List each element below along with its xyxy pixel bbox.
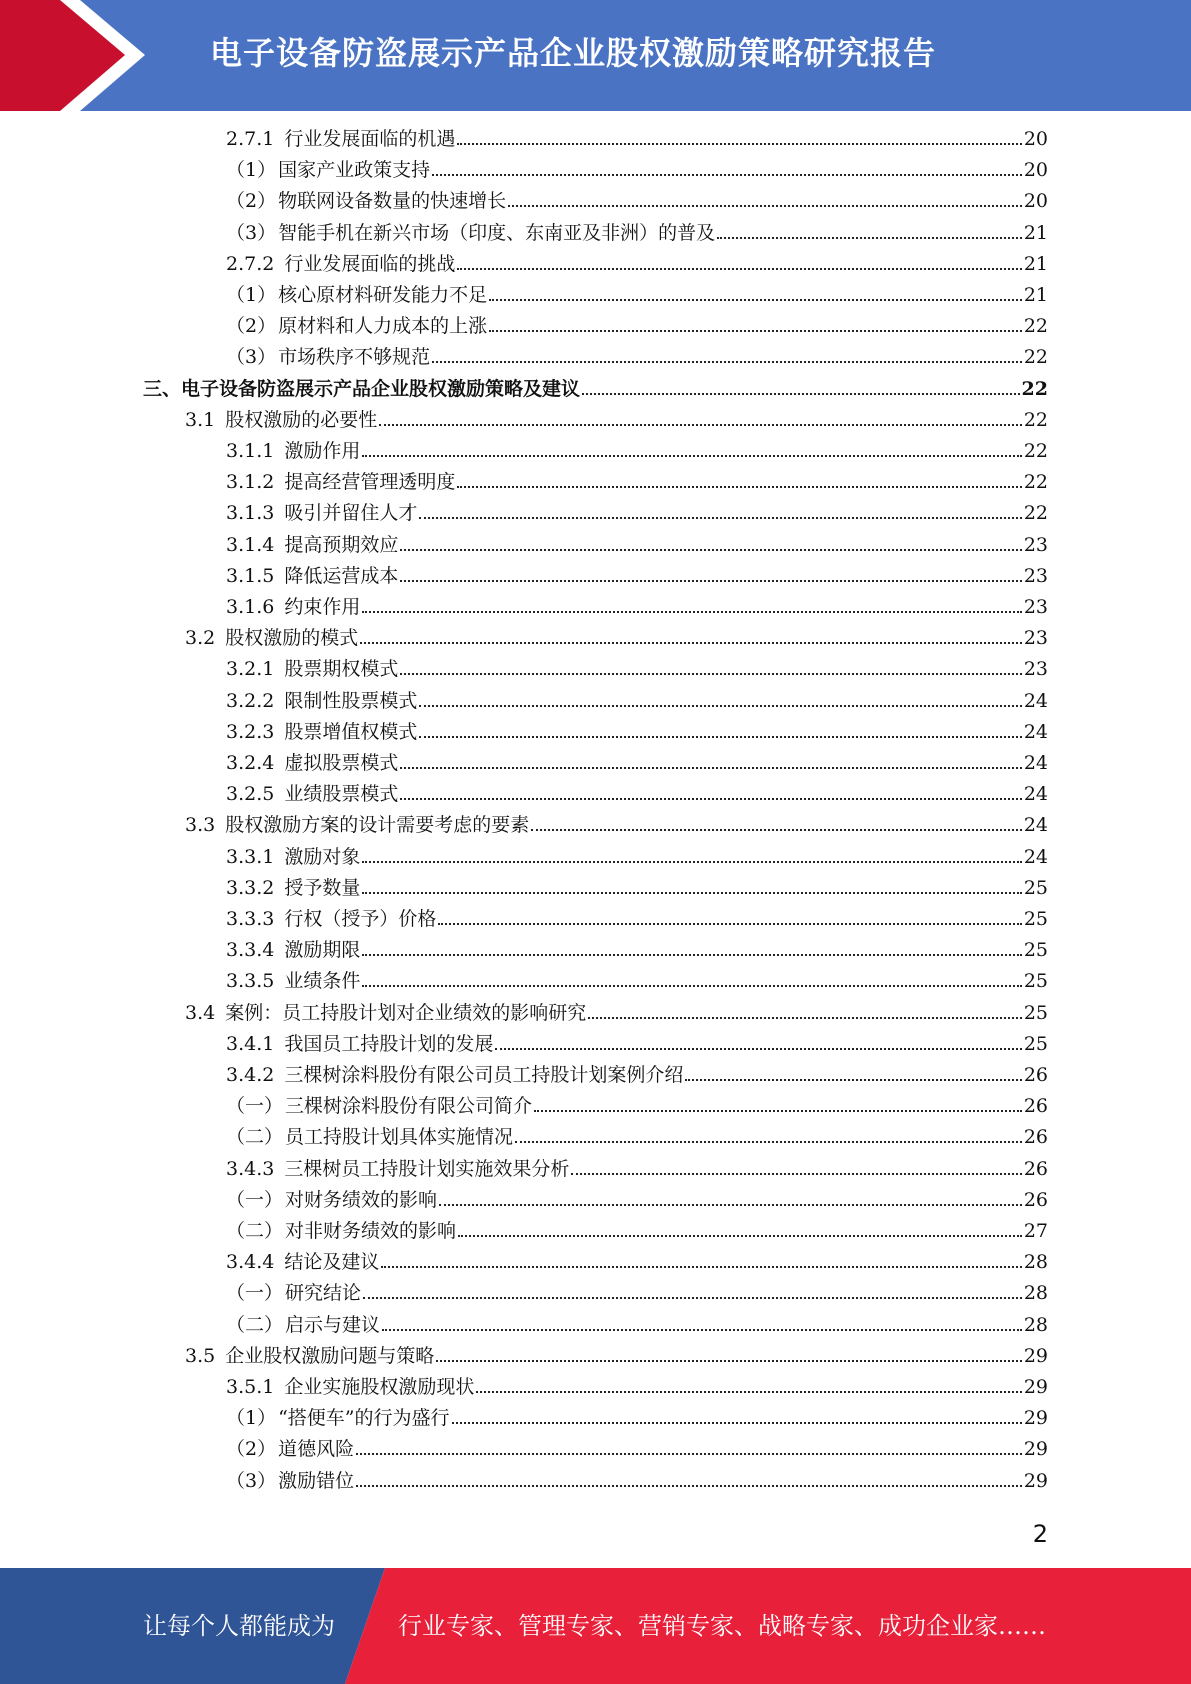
toc-entry[interactable]: [226, 967, 1048, 995]
toc-entry[interactable]: [185, 811, 1048, 839]
toc-entry-number: 3.3.1: [226, 845, 275, 868]
toc-dot-leader: [356, 1452, 1022, 1455]
toc-entry-page: 24: [1023, 720, 1048, 743]
toc-entry[interactable]: [226, 125, 1048, 153]
toc-entry-number: 3.2.5: [226, 783, 275, 806]
toc-entry-label: 结论及建议: [284, 1251, 380, 1274]
toc-entry-number: 3.1.1: [226, 440, 275, 462]
toc-entry-label: 三棵树员工持股计划实施效果分析: [284, 1157, 570, 1180]
toc-entry-label: 原材料和人力成本的上涨: [278, 315, 488, 338]
toc-entry-page: 24: [1023, 752, 1048, 774]
toc-entry-page: 20: [1023, 190, 1048, 213]
report-title: 电子设备防盗展示产品企业股权激励策略研究报告: [210, 34, 937, 72]
toc-entry-page: 26: [1023, 1064, 1048, 1086]
toc-entry-number: 3.2.4: [226, 752, 275, 774]
toc-entry[interactable]: [226, 437, 1048, 465]
toc-entry[interactable]: [226, 1311, 1048, 1339]
toc-entry-page: 28: [1023, 1313, 1048, 1336]
toc-entry-label: 三、电子设备防盗展示产品企业股权激励策略及建议: [143, 377, 581, 400]
toc-entry-number: （一）: [226, 1095, 284, 1118]
toc-entry-label: 虚拟股票模式: [284, 752, 399, 774]
toc-entry-number: （1）: [226, 1407, 277, 1430]
toc-entry-label: 企业实施股权激励现状: [284, 1376, 475, 1398]
toc-entry-page: 26: [1023, 1095, 1048, 1118]
toc-entry[interactable]: [226, 250, 1048, 278]
toc-entry-label: 激励对象: [284, 845, 361, 868]
toc-dot-leader: [457, 267, 1021, 270]
toc-entry-number: （一）: [226, 1282, 284, 1305]
toc-entry-label: 对非财务绩效的影响: [285, 1220, 457, 1242]
toc-entry-number: 3.4.1: [226, 1032, 275, 1055]
toc-entry-number: （3）: [226, 221, 277, 244]
toc-entry[interactable]: [226, 1155, 1048, 1183]
toc-entry[interactable]: [226, 1030, 1048, 1058]
toc-entry[interactable]: [226, 219, 1048, 247]
toc-entry-number: 3.2.2: [226, 689, 275, 712]
toc-entry-page: 23: [1023, 564, 1048, 587]
toc-entry-label: 案例：员工持股计划对企业绩效的影响研究: [225, 1001, 587, 1024]
toc-entry-page: 29: [1023, 1407, 1048, 1430]
toc-entry[interactable]: [226, 562, 1048, 590]
page-header: [0, 0, 1191, 111]
toc-entry[interactable]: [226, 343, 1048, 371]
toc-entry-label: 行权（授予）价格: [284, 908, 437, 930]
toc-entry[interactable]: [226, 187, 1048, 215]
toc-entry[interactable]: [226, 1279, 1048, 1307]
toc-entry[interactable]: [226, 1435, 1048, 1463]
toc-entry-page: 26: [1023, 1188, 1048, 1211]
toc-entry[interactable]: [226, 1248, 1048, 1276]
toc-dot-leader: [458, 1234, 1022, 1237]
toc-dot-leader: [419, 704, 1021, 707]
toc-entry-page: 21: [1023, 284, 1048, 306]
toc-dot-leader: [717, 236, 1022, 239]
toc-entry[interactable]: [226, 1186, 1048, 1214]
toc-entry[interactable]: [226, 1092, 1048, 1120]
toc-entry-label: 激励作用: [284, 440, 361, 462]
toc-dot-leader: [495, 1047, 1021, 1050]
toc-entry-page: 25: [1023, 908, 1048, 930]
toc-entry-label: 约束作用: [284, 596, 361, 618]
toc-entry-number: 3.1.4: [226, 533, 275, 556]
toc-entry-number: 3.5.1: [226, 1376, 275, 1398]
toc-dot-leader: [457, 485, 1021, 488]
toc-entry-page: 23: [1023, 627, 1048, 650]
toc-entry-number: （一）: [226, 1188, 284, 1211]
toc-dot-leader: [363, 1296, 1022, 1299]
toc-entry-number: 2.7.1: [226, 128, 275, 150]
toc-entry-number: 3.4.2: [226, 1064, 275, 1086]
toc-dot-leader: [400, 797, 1021, 800]
toc-entry-label: 股权激励的必要性: [225, 408, 378, 431]
toc-entry-label: “搭便车”的行为盛行: [278, 1407, 450, 1430]
toc-entry[interactable]: [226, 1217, 1048, 1245]
toc-entry-page: 22: [1021, 377, 1048, 400]
toc-entry-page: 26: [1023, 1157, 1048, 1180]
toc-entry[interactable]: [226, 1061, 1048, 1089]
toc-entry[interactable]: [226, 312, 1048, 340]
toc-entry-number: 3.3.4: [226, 939, 275, 962]
toc-entry[interactable]: [226, 874, 1048, 902]
toc-entry-page: 25: [1023, 970, 1048, 993]
toc-dot-leader: [438, 922, 1021, 925]
toc-entry[interactable]: [226, 281, 1048, 309]
toc-entry-page: 22: [1023, 471, 1048, 494]
toc-entry-label: 股票期权模式: [284, 658, 399, 681]
toc-entry-number: （二）: [226, 1313, 284, 1336]
toc-dot-leader: [685, 1078, 1021, 1081]
toc-dot-leader: [508, 204, 1022, 207]
toc-entry[interactable]: [226, 1467, 1048, 1495]
toc-entry[interactable]: [226, 468, 1048, 496]
toc-entry[interactable]: [143, 375, 1048, 403]
toc-entry-page: 27: [1023, 1220, 1048, 1242]
footer-slogan-right: 行业专家、管理专家、营销专家、战略专家、成功企业家……: [398, 1612, 1046, 1640]
toc-entry-label: 吸引并留住人才: [284, 502, 418, 525]
toc-entry[interactable]: [185, 624, 1048, 652]
toc-dot-leader: [419, 516, 1021, 519]
toc-entry-page: 20: [1023, 159, 1048, 182]
toc-entry-label: 业绩条件: [284, 970, 361, 993]
toc-entry-number: 3.1.3: [226, 502, 275, 525]
toc-dot-leader: [515, 1140, 1022, 1143]
toc-entry-page: 22: [1023, 502, 1048, 525]
toc-entry[interactable]: [226, 780, 1048, 808]
toc-entry-page: 25: [1023, 1032, 1048, 1055]
toc-entry-number: （1）: [226, 159, 277, 182]
toc-entry-number: 3.1.6: [226, 596, 275, 618]
toc-entry-number: 3.4: [185, 1001, 216, 1024]
toc-dot-leader: [356, 1484, 1022, 1487]
toc-dot-leader: [489, 329, 1022, 332]
toc-entry-page: 20: [1023, 128, 1048, 150]
toc-entry[interactable]: [185, 406, 1048, 434]
toc-entry-number: 3.1: [185, 408, 216, 431]
toc-entry[interactable]: [226, 499, 1048, 527]
toc-entry-number: （2）: [226, 190, 277, 213]
toc-entry-page: 24: [1023, 783, 1048, 806]
toc-entry-number: 3.1.2: [226, 471, 275, 494]
toc-dot-leader: [400, 548, 1021, 551]
toc-entry-label: 员工持股计划具体实施情况: [285, 1126, 514, 1149]
toc-dot-leader: [382, 1328, 1022, 1331]
toc-entry-page: 23: [1023, 533, 1048, 556]
toc-entry-label: 激励期限: [284, 939, 361, 962]
toc-dot-leader: [432, 360, 1022, 363]
toc-dot-leader: [489, 298, 1022, 301]
toc-entry-page: 29: [1023, 1438, 1048, 1461]
toc-entry[interactable]: [226, 156, 1048, 184]
toc-dot-leader: [476, 1390, 1021, 1393]
footer-slogan-left: 让每个人都能成为: [143, 1612, 335, 1640]
toc-dot-leader: [571, 1172, 1021, 1175]
toc-entry-label: 道德风险: [278, 1438, 355, 1461]
toc-entry-page: 25: [1023, 939, 1048, 962]
toc-dot-leader: [362, 610, 1021, 613]
toc-entry-number: （二）: [226, 1220, 284, 1242]
toc-entry-label: 限制性股票模式: [284, 689, 418, 712]
toc-entry-label: 股票增值权模式: [284, 720, 418, 743]
toc-entry-label: 我国员工持股计划的发展: [284, 1032, 494, 1055]
toc-entry-label: 对财务绩效的影响: [285, 1188, 438, 1211]
toc-entry-label: 激励错位: [278, 1469, 355, 1492]
toc-entry-page: 22: [1023, 408, 1048, 431]
toc-entry-label: 市场秩序不够规范: [278, 346, 431, 369]
toc-entry-number: （二）: [226, 1126, 284, 1149]
toc-entry-label: 降低运营成本: [284, 564, 399, 587]
toc-entry-label: 物联网设备数量的快速增长: [278, 190, 507, 213]
toc-entry[interactable]: [226, 749, 1048, 777]
toc-entry-number: 3.3.3: [226, 908, 275, 930]
toc-entry[interactable]: [226, 718, 1048, 746]
toc-entry-number: 3.2.1: [226, 658, 275, 681]
toc-entry-page: 29: [1023, 1376, 1048, 1398]
toc-entry-page: 25: [1023, 1001, 1048, 1024]
toc-entry[interactable]: [226, 593, 1048, 621]
toc-entry-number: 3.3: [185, 814, 216, 837]
toc-entry-number: （2）: [226, 1438, 277, 1461]
toc-entry-page: 22: [1023, 346, 1048, 369]
toc-entry[interactable]: [226, 531, 1048, 559]
toc-entry-number: （2）: [226, 315, 277, 338]
toc-entry-number: 3.2.3: [226, 720, 275, 743]
toc-entry-label: 行业发展面临的挑战: [284, 252, 456, 275]
toc-entry-page: 25: [1023, 876, 1048, 899]
toc-entry-page: 29: [1023, 1344, 1048, 1367]
toc-dot-leader: [588, 1016, 1022, 1019]
toc-dot-leader: [419, 735, 1021, 738]
toc-entry-page: 28: [1023, 1251, 1048, 1274]
toc-entry-number: 3.3.2: [226, 876, 275, 899]
toc-entry[interactable]: [226, 1123, 1048, 1151]
toc-entry-label: 智能手机在新兴市场（印度、东南亚及非洲）的普及: [278, 221, 716, 244]
toc-entry[interactable]: [226, 1373, 1048, 1401]
toc-entry-number: （3）: [226, 1469, 277, 1492]
toc-entry-number: 3.5: [185, 1344, 216, 1367]
toc-entry-number: （3）: [226, 346, 277, 369]
toc-dot-leader: [400, 579, 1021, 582]
toc-entry-label: 国家产业政策支持: [278, 159, 431, 182]
toc-entry-label: 行业发展面临的机遇: [284, 128, 456, 150]
toc-dot-leader: [362, 953, 1021, 956]
toc-dot-leader: [379, 423, 1022, 426]
toc-entry-label: 授予数量: [284, 876, 361, 899]
toc-dot-leader: [400, 766, 1021, 769]
toc-entry[interactable]: [185, 999, 1048, 1027]
toc-entry-number: 3.3.5: [226, 970, 275, 993]
toc-entry-label: 提高经营管理透明度: [284, 471, 456, 494]
toc-entry-label: 企业股权激励问题与策略: [225, 1344, 435, 1367]
toc-dot-leader: [531, 828, 1022, 831]
toc-entry-number: 3.4.3: [226, 1157, 275, 1180]
toc-dot-leader: [362, 860, 1021, 863]
toc-dot-leader: [439, 1203, 1022, 1206]
toc-dot-leader: [582, 392, 1020, 395]
toc-entry-label: 研究结论: [285, 1282, 362, 1305]
toc-entry[interactable]: [226, 1404, 1048, 1432]
toc-dot-leader: [457, 142, 1021, 145]
toc-entry[interactable]: [226, 655, 1048, 683]
toc-entry-page: 29: [1023, 1469, 1048, 1492]
toc-entry-page: 28: [1023, 1282, 1048, 1305]
page-footer: [0, 1568, 1191, 1684]
toc-dot-leader: [432, 173, 1022, 176]
toc-entry-page: 24: [1023, 845, 1048, 868]
toc-dot-leader: [452, 1421, 1022, 1424]
toc-entry-label: 股权激励的模式: [225, 627, 359, 650]
toc-entry-label: 提高预期效应: [284, 533, 399, 556]
toc-entry-number: 3.1.5: [226, 564, 275, 587]
toc-entry-number: 3.2: [185, 627, 216, 650]
toc-entry-label: 核心原材料研发能力不足: [278, 284, 488, 306]
toc-entry-page: 21: [1023, 221, 1048, 244]
toc-entry-page: 21: [1023, 252, 1048, 275]
toc-entry-page: 24: [1023, 689, 1048, 712]
toc-entry-page: 26: [1023, 1126, 1048, 1149]
toc-dot-leader: [362, 984, 1021, 987]
toc-entry[interactable]: [226, 936, 1048, 964]
toc-entry-number: 3.4.4: [226, 1251, 275, 1274]
toc-entry-label: 三棵树涂料股份有限公司简介: [285, 1095, 533, 1118]
toc-entry-page: 23: [1023, 596, 1048, 618]
toc-entry[interactable]: [226, 687, 1048, 715]
toc-entry-page: 23: [1023, 658, 1048, 681]
toc-entry-label: 股权激励方案的设计需要考虑的要素: [225, 814, 530, 837]
toc-entry-label: 三棵树涂料股份有限公司员工持股计划案例介绍: [284, 1064, 684, 1086]
toc-entry-page: 22: [1023, 315, 1048, 338]
toc-entry-page: 22: [1023, 440, 1048, 462]
toc-dot-leader: [362, 891, 1021, 894]
page-number: 2: [1032, 1520, 1048, 1548]
toc-dot-leader: [534, 1109, 1022, 1112]
toc-entry[interactable]: [226, 843, 1048, 871]
toc-entry[interactable]: [226, 905, 1048, 933]
toc-dot-leader: [400, 672, 1021, 675]
toc-entry[interactable]: [185, 1342, 1048, 1370]
toc-dot-leader: [360, 641, 1022, 644]
toc-entry-label: 启示与建议: [285, 1313, 381, 1336]
toc-dot-leader: [362, 454, 1021, 457]
toc-entry-label: 业绩股票模式: [284, 783, 399, 806]
toc-dot-leader: [381, 1265, 1021, 1268]
toc-entry-number: 2.7.2: [226, 252, 275, 275]
toc-entry-page: 24: [1023, 814, 1048, 837]
toc-entry-number: （1）: [226, 284, 277, 306]
toc-dot-leader: [436, 1359, 1022, 1362]
